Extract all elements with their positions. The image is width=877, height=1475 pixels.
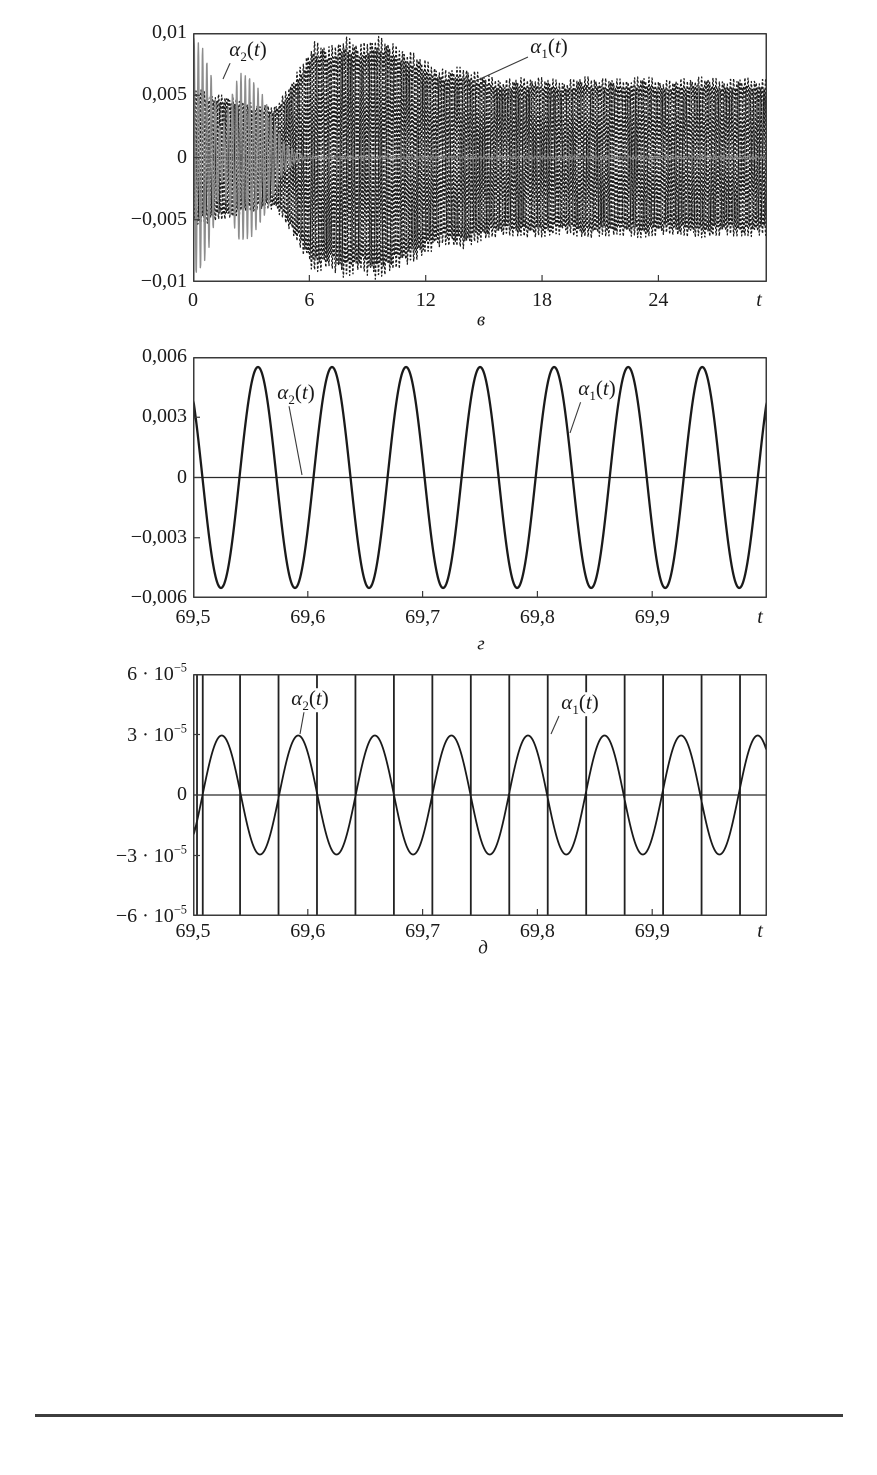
- y-tick-label: 0,006: [142, 345, 187, 368]
- y-tick-label: 0: [177, 145, 187, 168]
- x-tick-label: 0: [188, 289, 198, 311]
- x-tick-label: 69,7: [405, 920, 441, 942]
- y-tick-label: −0,003: [130, 525, 187, 548]
- x-tick-label: 69,9: [634, 920, 670, 942]
- y-tick-label: $3 \cdot 10^{-5}$: [127, 720, 187, 746]
- x-tick-label: 69,6: [290, 606, 326, 628]
- y-tick-label: 0,01: [152, 21, 187, 44]
- x-tick-label: 69,5: [175, 606, 211, 628]
- alpha2-label: $\alpha_2(t)$: [291, 686, 329, 713]
- x-tick-label: 18: [532, 289, 553, 311]
- y-tick-label: $6 \cdot 10^{-5}$: [127, 660, 187, 685]
- x-tick-label: 6: [304, 289, 315, 311]
- alpha1-label: $\alpha_1(t)$: [561, 690, 599, 717]
- footer-divider: [35, 1414, 843, 1417]
- x-tick-label: 69,9: [634, 606, 670, 628]
- chart-d-caption: д: [478, 937, 488, 959]
- x-tick-label: 12: [415, 289, 436, 311]
- x-axis-t-label: t: [756, 289, 762, 311]
- y-tick-label: −0,006: [130, 586, 187, 609]
- chart-d-plot-canvas: [193, 674, 767, 916]
- x-axis-t-label: t: [757, 606, 763, 628]
- y-tick-label: −0,01: [140, 270, 187, 293]
- y-tick-label: 0,005: [142, 83, 187, 106]
- y-tick-label: 0: [177, 465, 187, 488]
- y-tick-label: $-6 \cdot 10^{-5}$: [115, 902, 187, 927]
- chart-v-plot-canvas: [193, 33, 767, 282]
- x-tick-label: 69,8: [519, 920, 555, 942]
- x-tick-label: 69,6: [290, 920, 326, 942]
- x-tick-label: 69,5: [175, 920, 211, 942]
- alpha1-label: $\alpha_1(t)$: [578, 376, 616, 403]
- x-tick-label: 24: [648, 289, 669, 311]
- x-tick-label: 69,8: [519, 606, 555, 628]
- alpha2-label: $\alpha_2(t)$: [277, 380, 315, 407]
- y-tick-label: 0,003: [142, 405, 187, 428]
- alpha1-label: $\alpha_1(t)$: [530, 34, 568, 61]
- alpha2-label: $\alpha_2(t)$: [229, 37, 267, 64]
- x-tick-label: 69,7: [405, 606, 441, 628]
- chart-v-caption: в: [476, 309, 486, 331]
- chart-g-caption: г: [477, 633, 485, 655]
- y-tick-label: 0: [177, 783, 187, 806]
- y-tick-label: $-3 \cdot 10^{-5}$: [115, 841, 187, 867]
- x-axis-t-label: t: [757, 920, 763, 942]
- y-tick-label: −0,005: [130, 207, 187, 230]
